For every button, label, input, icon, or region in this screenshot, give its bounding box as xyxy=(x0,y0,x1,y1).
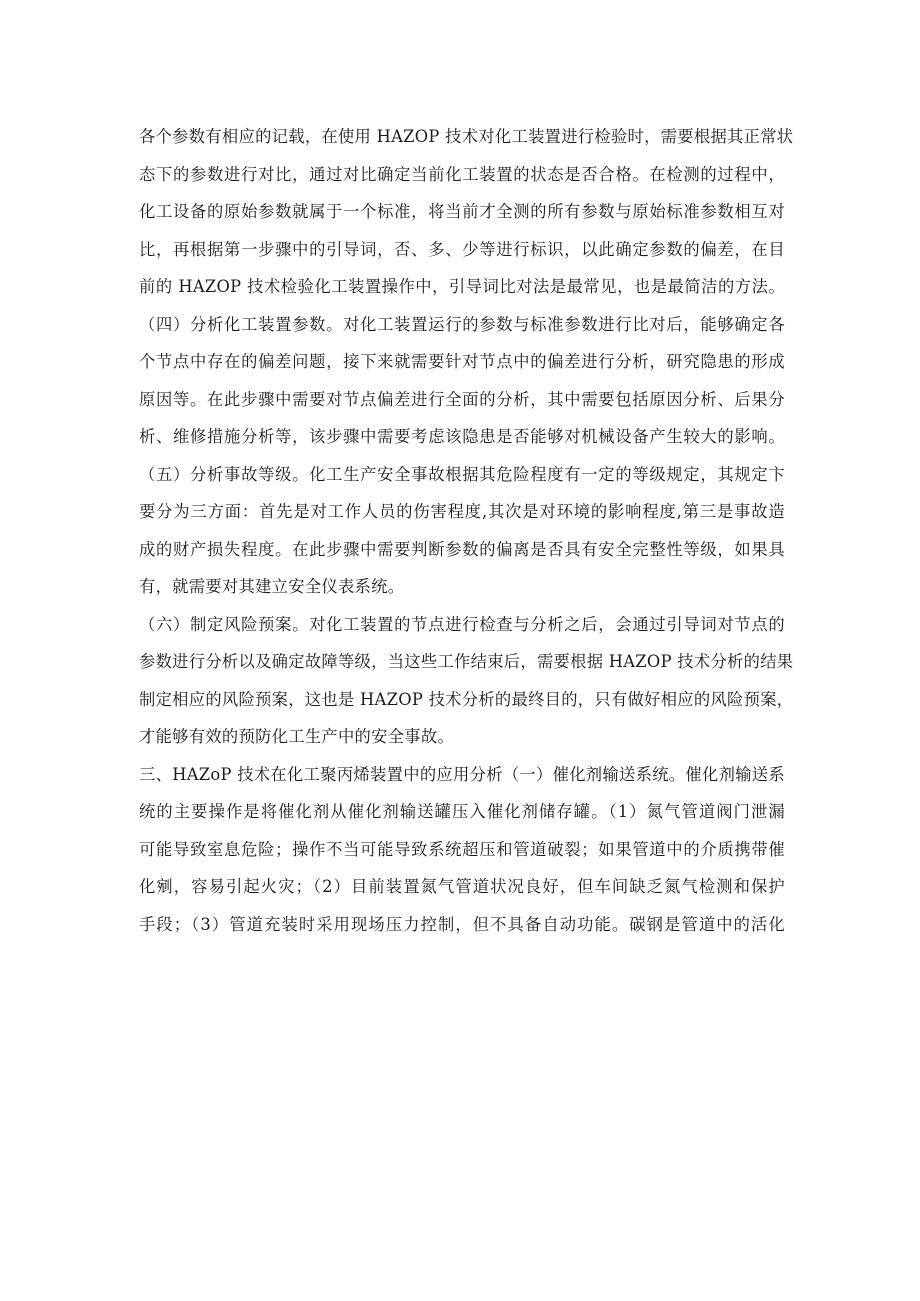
text-line: 个节点中存在的偏差问题，接下来就需要针对节点中的偏差进行分析，研究隐患的形成 xyxy=(139,352,785,371)
text-line: 化工设备的原始参数就属于一个标准，将当前才全测的所有参数与原始标准参数相互对 xyxy=(139,202,785,221)
paragraph-section-3-application xyxy=(139,756,785,944)
paragraph-section-5 xyxy=(139,456,785,606)
text-line: 析、维修措施分析等，该步骤中需要考虑该隐患是否能够对机械设备产生较大的影响。 xyxy=(139,427,785,446)
text-line: （六）制定风险预案。对化工装置的节点进行检查与分析之后，会通过引导词对节点的 xyxy=(139,614,785,634)
text-line: 可能导致室息危险；操作不当可能导致系统超压和管道破裂；如果管道中的介质携带催 xyxy=(139,839,785,859)
text-line: 前的 HAZOP 技术检验化工装置操作中，引导词比对法是最常见，也是最简洁的方法。 xyxy=(139,277,785,296)
text-line: 统的主要操作是将催化剂从催化剂输送罐压入催化剂储存罐。（1）氮气管道阀门泄漏 xyxy=(139,802,785,821)
text-line: 参数进行分析以及确定故障等级，当这些工作结束后，需要根据 HAZOP 技术分析的结果 xyxy=(139,652,794,671)
document-body xyxy=(139,118,794,943)
paragraph-section-4 xyxy=(139,306,785,456)
text-line: 制定相应的风险预案，这也是 HAZOP 技术分析的最终目的，只有做好相应的风险预案， xyxy=(139,689,794,709)
text-line: 三、HAZoP 技术在化工聚丙烯装置中的应用分析（一）催化剂输送系统。催化剂输送系 xyxy=(139,764,785,784)
text-line: 要分为三方面：首先是对工作人员的伤害程度,其次是对环境的影响程度,第三是事故造 xyxy=(139,502,785,521)
paragraph-parameter-comparison xyxy=(139,118,794,306)
text-line: 化剜，容易引起火灾；（2）目前装置氮气管道状况良好，但车间缺乏氮气检测和保护 xyxy=(139,877,785,896)
text-line: （四）分析化工装置参数。对化工装置运行的参数与标准参数进行比对后，能够确定各 xyxy=(139,314,785,334)
text-line: 手段；（3）管道充装时采用现场压力控制，但不具备自动功能。碳钢是管道中的活化 xyxy=(139,914,785,934)
text-line: 比，再根据第一步骤中的引导词，否、多、少等进行标识，以此确定参数的偏差，在目 xyxy=(139,239,785,259)
text-line: （五）分析事故等级。化工生产安全事故根据其危险程度有一定的等级规定，其规定卞 xyxy=(139,464,785,484)
text-line: 有，就需要对其建立安全仪表系统。 xyxy=(139,577,405,596)
paragraph-section-6 xyxy=(139,606,794,756)
text-line: 成的财产损失程度。在此步骤中需要判断参数的偏离是否具有安全完整性等级，如果具 xyxy=(139,539,785,559)
text-line: 态下的参数进行对比，通过对比确定当前化工装置的状态是否合格。在检测的过程中， xyxy=(139,164,785,184)
text-line: 原因等。在此步骤中需要对节点偏差进行全面的分析，其中需要包括原因分析、后果分 xyxy=(139,389,785,409)
text-line: 才能够有效的预防化工生产中的安全事故。 xyxy=(139,727,455,746)
text-line: 各个参数有相应的记载，在使用 HAZOP 技术对化工装置进行检验时，需要根据其正常状 xyxy=(139,127,794,146)
